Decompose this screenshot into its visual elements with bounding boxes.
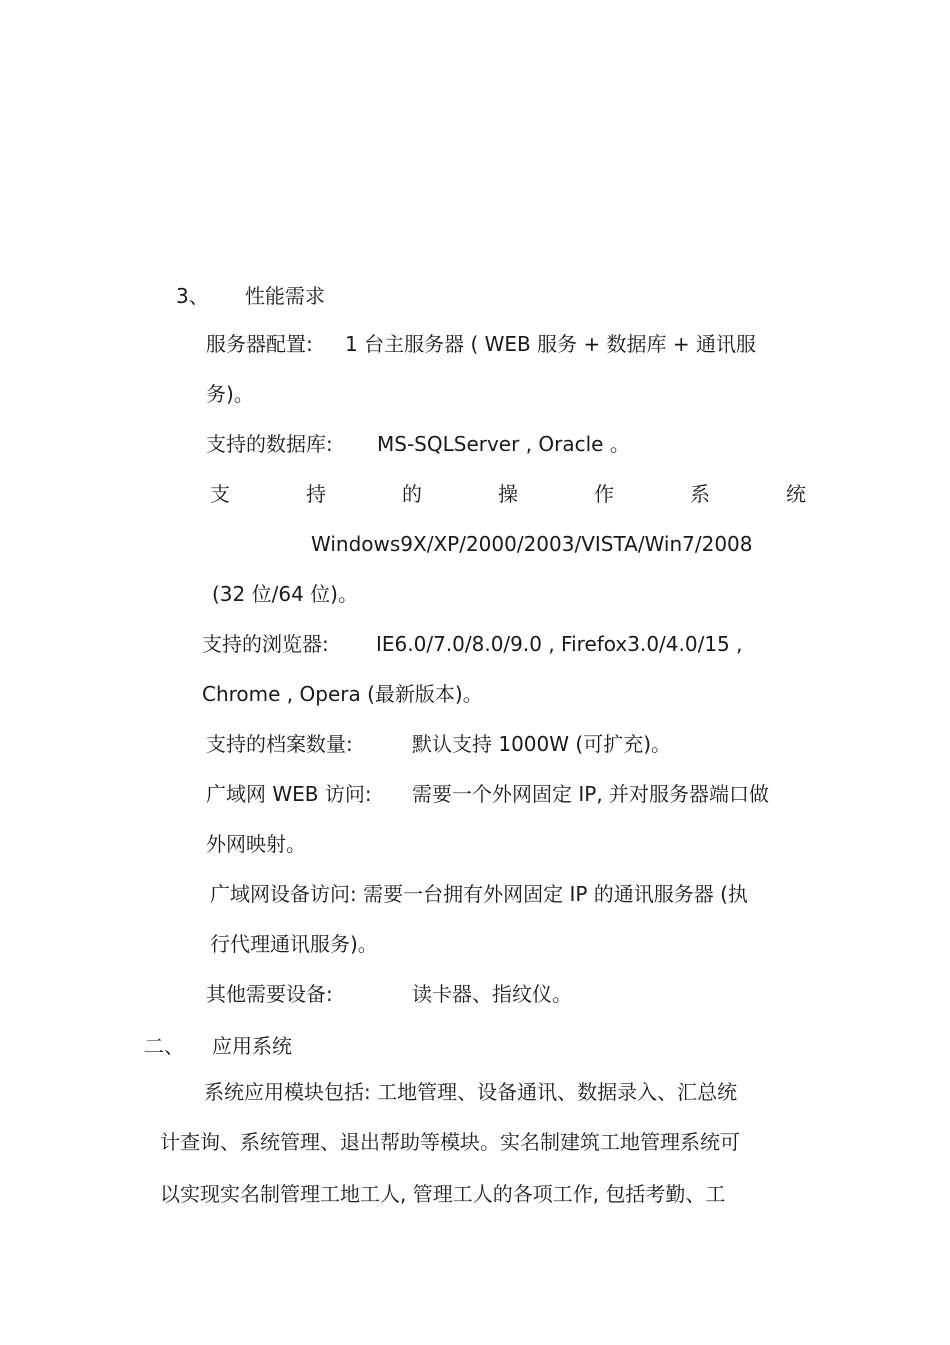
other-devices-value: 读卡器、指纹仪。 — [412, 982, 572, 1006]
browser-value-cont: Chrome , Opera (最新版本)。 — [202, 682, 483, 706]
paragraph-line: 系统应用模块包括: 工地管理、设备通讯、数据录入、汇总统 — [204, 1080, 738, 1104]
server-config-value: 1 台主服务器 ( WEB 服务 + 数据库 + 通讯服 — [345, 332, 757, 356]
browser-value: IE6.0/7.0/8.0/9.0 , Firefox3.0/4.0/15 , — [376, 632, 743, 656]
server-config-label: 服务器配置: — [206, 332, 313, 356]
wan-device-text-cont: 行代理通讯服务)。 — [210, 932, 378, 956]
paragraph-line: 计查询、系统管理、退出帮助等模块。实名制建筑工地管理系统可 — [160, 1130, 740, 1154]
server-config-value-cont: 务)。 — [206, 382, 254, 406]
os-value-cont: (32 位/64 位)。 — [212, 582, 358, 606]
records-value: 默认支持 1000W (可扩充)。 — [412, 732, 671, 756]
section-title: 性能需求 — [245, 284, 325, 308]
other-devices-label: 其他需要设备: — [206, 982, 333, 1006]
os-label-char: 的 — [402, 482, 422, 506]
records-label: 支持的档案数量: — [206, 732, 353, 756]
chapter-number: 二、 — [144, 1034, 184, 1058]
wan-web-value-cont: 外网映射。 — [206, 832, 306, 856]
os-label-char: 操 — [498, 482, 518, 506]
os-label-char: 统 — [786, 482, 806, 506]
os-label-char: 系 — [690, 482, 710, 506]
os-label-char: 持 — [306, 482, 326, 506]
wan-device-text: 广域网设备访问: 需要一台拥有外网固定 IP 的通讯服务器 (执 — [210, 882, 748, 906]
chapter-title: 应用系统 — [212, 1034, 292, 1058]
browser-label: 支持的浏览器: — [202, 632, 329, 656]
os-label — [210, 482, 806, 506]
wan-web-label: 广域网 WEB 访问: — [206, 782, 372, 806]
section-number: 3、 — [176, 284, 209, 308]
os-label-char: 作 — [594, 482, 614, 506]
os-value: Windows9X/XP/2000/2003/VISTA/Win7/2008 — [311, 532, 753, 556]
paragraph-line: 以实现实名制管理工地工人, 管理工人的各项工作, 包括考勤、工 — [160, 1182, 726, 1206]
wan-web-value: 需要一个外网固定 IP, 并对服务器端口做 — [412, 782, 770, 806]
database-label: 支持的数据库: — [206, 432, 333, 456]
database-value: MS-SQLServer , Oracle 。 — [377, 432, 630, 456]
os-label-char: 支 — [210, 482, 230, 506]
